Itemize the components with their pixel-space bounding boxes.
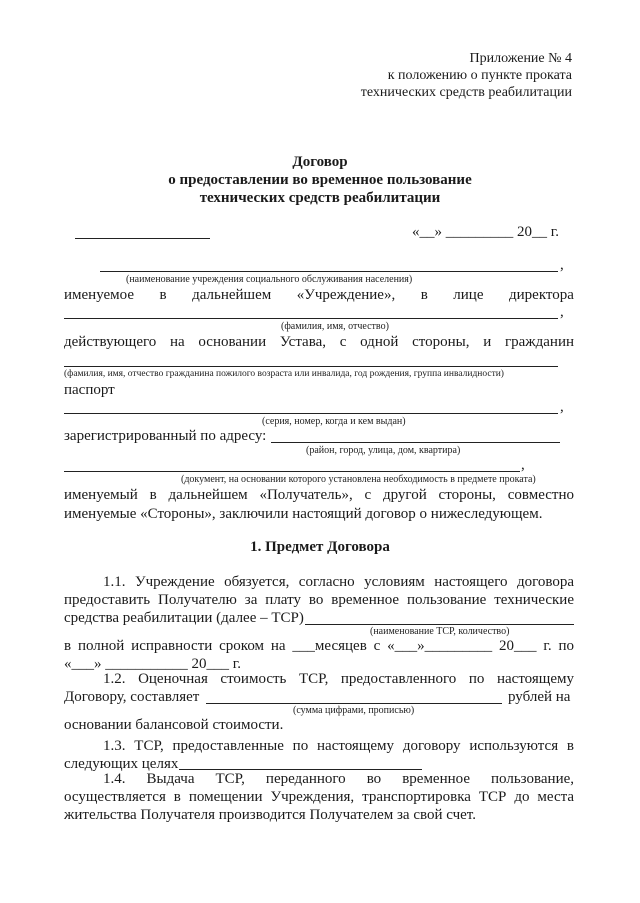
clause-1-1-end-date: «___» ___________ 20___ г. xyxy=(64,656,241,672)
section-heading: 1. Предмет Договора xyxy=(250,539,390,555)
clause-1-3: 1.3. ТСР, предоставленные по настоящему договору используются в xyxy=(103,738,574,754)
word: именуемое xyxy=(64,287,134,303)
director-name-blank xyxy=(64,318,558,319)
comma: , xyxy=(560,399,564,415)
acting-basis-line: действующего на основании Устава, с одной стороны, и гражданин xyxy=(64,334,574,350)
word: лице xyxy=(453,287,484,303)
clause-1-2-rubles: рублей на xyxy=(508,689,571,705)
clause-1-4-line3: жительства Получателя производится Получателем за свой счет. xyxy=(64,807,476,823)
clause-1-1-line2: предоставить Получателю за плату во временное пользование технические xyxy=(64,592,574,608)
passport-blank xyxy=(64,413,558,414)
word: директора xyxy=(509,287,574,303)
clause-1-2-line3: основании балансовой стоимости. xyxy=(64,717,284,733)
comma: , xyxy=(560,257,564,273)
caption-address: (район, город, улица, дом, квартира) xyxy=(306,445,461,456)
document-title-line3: технических средств реабилитации xyxy=(199,190,441,206)
tsr-name-blank xyxy=(305,624,574,625)
citizen-blank xyxy=(64,366,558,367)
clause-1-1: 1.1. Учреждение обязуется, согласно условиям настоящего договора xyxy=(103,574,574,590)
document-title-line2: о предоставлении во временное пользование xyxy=(168,172,472,188)
appendix-number: Приложение № 4 xyxy=(469,51,572,66)
caption-citizen: (фамилия, имя, отчество гражданина пожилого возраста или инвалида, год рождения, группа инвалидности) xyxy=(64,369,504,379)
word: «Учреждение», xyxy=(296,287,396,303)
institution-blank xyxy=(100,271,558,272)
sum-blank xyxy=(206,703,502,704)
place-blank xyxy=(75,238,210,239)
passport-label: паспорт xyxy=(64,382,115,398)
clause-1-1-line3: средства реабилитации (далее – ТСР) xyxy=(64,610,304,626)
appendix-reference: к положению о пункте проката xyxy=(387,68,572,83)
caption-director-fio: (фамилия, имя, отчество) xyxy=(281,321,389,332)
appendix-subject: технических средств реабилитации xyxy=(360,85,572,100)
clause-1-2: 1.2. Оценочная стоимость ТСР, предоставленного по настоящему xyxy=(103,671,574,687)
receiver-line: именуемый в дальнейшем «Получатель», с другой стороны, совместно xyxy=(64,487,574,503)
caption-passport: (серия, номер, когда и кем выдан) xyxy=(262,416,406,427)
comma: , xyxy=(521,457,525,473)
caption-sum: (сумма цифрами, прописью) xyxy=(293,705,415,716)
document-title: Договор xyxy=(292,154,348,170)
clause-1-4: 1.4. Выдача ТСР, переданного во временное пользование, xyxy=(103,771,574,787)
contract-date: «__» _________ 20__ г. xyxy=(412,224,559,240)
caption-tsr-name: (наименование ТСР, количество) xyxy=(370,626,510,637)
document-blank xyxy=(64,471,520,472)
word: дальнейшем xyxy=(192,287,272,303)
address-blank xyxy=(271,442,560,443)
word: в xyxy=(420,287,428,303)
address-label: зарегистрированный по адресу: xyxy=(64,428,267,444)
caption-document: (документ, на основании которого установлена необходимость в предмете проката) xyxy=(181,474,536,485)
named-institution-line xyxy=(64,286,574,304)
parties-line: именуемые «Стороны», заключили настоящий договор о нижеследующем. xyxy=(64,506,543,522)
clause-1-3-line2: следующих целях xyxy=(64,756,179,772)
comma: , xyxy=(560,304,564,320)
clause-1-1-period: в полной исправности сроком на ___месяцев с «___»_________ 20___ г. по xyxy=(64,638,574,654)
caption-institution: (наименование учреждения социального обслуживания населения) xyxy=(126,274,413,285)
word: в xyxy=(159,287,167,303)
clause-1-4-line2: осуществляется в помещении Учреждения, транспортировка ТСР до места xyxy=(64,789,574,805)
clause-1-2-line2: Договору, составляет xyxy=(64,689,200,705)
